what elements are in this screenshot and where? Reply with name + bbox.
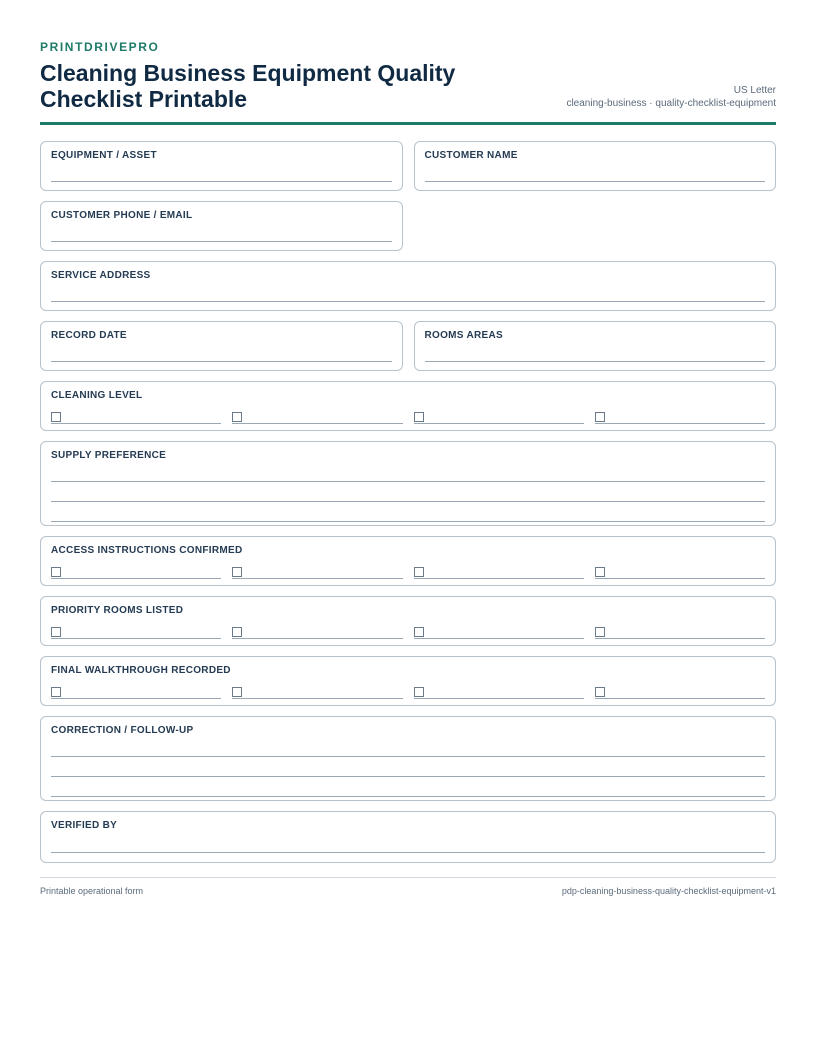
record-date-input-line[interactable] bbox=[51, 342, 392, 362]
rooms-areas-field bbox=[414, 321, 777, 371]
checkbox-option bbox=[51, 619, 221, 639]
header-rule bbox=[40, 122, 776, 125]
footer bbox=[40, 877, 776, 896]
field-label: PRIORITY ROOMS LISTED bbox=[51, 605, 184, 616]
equipment-asset-field bbox=[40, 141, 403, 191]
access-instructions-field bbox=[40, 536, 776, 586]
verified-by-input-line[interactable] bbox=[51, 832, 765, 853]
checkbox[interactable] bbox=[595, 627, 605, 637]
field-label: VERIFIED BY bbox=[51, 820, 118, 831]
form-page bbox=[40, 38, 776, 873]
paper-size: US Letter bbox=[733, 85, 776, 96]
header-meta bbox=[566, 84, 776, 112]
service-address-field bbox=[40, 261, 776, 311]
checkbox[interactable] bbox=[414, 567, 424, 577]
checkbox[interactable] bbox=[414, 687, 424, 697]
field-label: ROOMS AREAS bbox=[424, 330, 503, 341]
field-label: CUSTOMER NAME bbox=[424, 150, 518, 161]
checkbox[interactable] bbox=[51, 627, 61, 637]
checkbox-option bbox=[51, 404, 221, 424]
supply-preference-input-line[interactable] bbox=[51, 462, 765, 482]
field-label: CUSTOMER PHONE / EMAIL bbox=[51, 210, 193, 221]
header bbox=[40, 56, 776, 112]
equipment-asset-input-line[interactable] bbox=[51, 162, 392, 182]
field-label: RECORD DATE bbox=[51, 330, 127, 341]
checkbox-option bbox=[595, 619, 765, 639]
checkbox[interactable] bbox=[414, 627, 424, 637]
checkbox[interactable] bbox=[51, 567, 61, 577]
checkbox[interactable] bbox=[232, 567, 242, 577]
final-walkthrough-field bbox=[40, 656, 776, 706]
record-date-field bbox=[40, 321, 403, 371]
supply-preference-input-line[interactable] bbox=[51, 482, 765, 502]
field-label: SUPPLY PREFERENCE bbox=[51, 450, 167, 461]
checkbox-option bbox=[51, 559, 221, 579]
checkbox-option bbox=[414, 404, 584, 424]
checkbox-option bbox=[414, 679, 584, 699]
cleaning-level-field bbox=[40, 381, 776, 431]
checkbox-option bbox=[232, 679, 402, 699]
checkbox-option bbox=[595, 559, 765, 579]
correction-follow-up-field bbox=[40, 716, 776, 801]
page-title: Cleaning Business Equipment Quality Checklist Printable bbox=[40, 60, 456, 112]
brand-name: PRINTDRIVEPRO bbox=[40, 40, 160, 54]
supply-preference-field bbox=[40, 441, 776, 526]
checkbox-option bbox=[414, 559, 584, 579]
field-label: SERVICE ADDRESS bbox=[51, 270, 151, 281]
checkbox-option bbox=[595, 404, 765, 424]
rooms-areas-input-line[interactable] bbox=[425, 342, 766, 362]
checkbox[interactable] bbox=[51, 412, 61, 422]
field-label: ACCESS INSTRUCTIONS CONFIRMED bbox=[51, 545, 243, 556]
priority-rooms-field bbox=[40, 596, 776, 646]
checkbox[interactable] bbox=[595, 412, 605, 422]
correction-input-line[interactable] bbox=[51, 737, 765, 757]
checkbox[interactable] bbox=[232, 627, 242, 637]
checkbox-option bbox=[414, 619, 584, 639]
checkbox[interactable] bbox=[51, 687, 61, 697]
checkbox-option bbox=[232, 559, 402, 579]
customer-name-field bbox=[414, 141, 777, 191]
correction-input-line[interactable] bbox=[51, 757, 765, 777]
field-label: FINAL WALKTHROUGH RECORDED bbox=[51, 665, 231, 676]
checkbox-option bbox=[595, 679, 765, 699]
field-label: CORRECTION / FOLLOW-UP bbox=[51, 725, 194, 736]
footer-left-text: Printable operational form bbox=[40, 886, 144, 896]
checkbox[interactable] bbox=[232, 412, 242, 422]
service-address-input-line[interactable] bbox=[51, 282, 765, 302]
supply-preference-input-line[interactable] bbox=[51, 502, 765, 522]
checkbox-option bbox=[232, 619, 402, 639]
checkbox-option bbox=[232, 404, 402, 424]
checkbox[interactable] bbox=[232, 687, 242, 697]
customer-phone-email-input-line[interactable] bbox=[51, 222, 392, 242]
verified-by-field bbox=[40, 811, 776, 863]
checkbox[interactable] bbox=[595, 687, 605, 697]
checkbox[interactable] bbox=[414, 412, 424, 422]
correction-input-line[interactable] bbox=[51, 777, 765, 797]
checkbox-option bbox=[51, 679, 221, 699]
field-label: EQUIPMENT / ASSET bbox=[51, 150, 157, 161]
field-label: CLEANING LEVEL bbox=[51, 390, 143, 401]
customer-name-input-line[interactable] bbox=[425, 162, 766, 182]
form-slug: cleaning-business · quality-checklist-equipment bbox=[566, 98, 776, 109]
customer-phone-email-field bbox=[40, 201, 403, 251]
footer-form-id: pdp-cleaning-business-quality-checklist-equipment-v1 bbox=[561, 886, 776, 896]
checkbox[interactable] bbox=[595, 567, 605, 577]
